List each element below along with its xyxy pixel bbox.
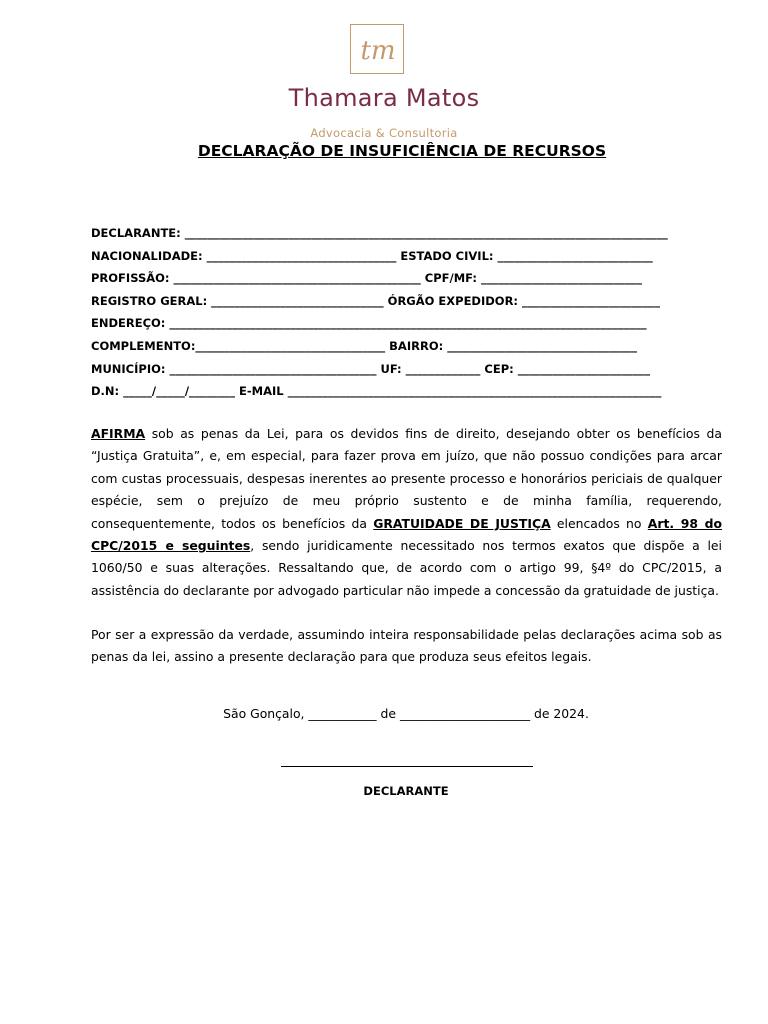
field-endereco[interactable]: ENDEREÇO: ___________________________________________________________________________________	[91, 316, 647, 331]
paragraph-text-c: , sendo juridicamente necessitado nos termos exatos que dispõe a lei 1060/50 e suas alterações. Ressaltando que, de acordo com o artigo 99, §4º do CPC/2015, a assistência do declarante por advogado particular não impede a concessão da gratuidade de justiça.	[91, 538, 722, 598]
paragraph-text-a: sob as penas da Lei, para os devidos fins de direito, desejando obter os benefícios da “Justiça Gratuita”, e, em especial, para fazer prova em juízo, que não possuo condições para arcar com custas processuais, despesas inerentes ao presente processo e honorários periciais de qualquer espécie, sem o prejuízo de meu próprio sustento e de minha família, requerendo, consequentemente, todos os benefícios da	[91, 426, 722, 531]
field-municipio[interactable]: MUNICÍPIO: ____________________________________ UF: _____________ CEP: _______________________	[91, 361, 650, 376]
logo-monogram-text: tm	[360, 36, 396, 66]
declaration-paragraph	[91, 423, 722, 602]
field-complemento[interactable]: COMPLEMENTO:_________________________________ BAIRRO: _________________________________	[91, 338, 637, 353]
closing-paragraph: Por ser a expressão da verdade, assumindo inteira responsabilidade pelas declarações acima sob as penas da lei, assino a presente declaração para que produza seus efeitos legais.	[91, 627, 722, 665]
logo-subtitle: Advocacia & Consultoria	[310, 126, 458, 140]
gratuidade-keyword: GRATUIDADE DE JUSTIÇA	[373, 515, 551, 531]
field-nacionalidade[interactable]: NACIONALIDADE: _________________________________ ESTADO CIVIL: ___________________________	[91, 248, 653, 263]
paragraph-text-b: elencados no	[550, 515, 648, 531]
field-profissao[interactable]: PROFISSÃO: ___________________________________________ CPF/MF: ____________________________	[91, 271, 642, 286]
signature-line[interactable]	[281, 766, 533, 767]
field-dn-email[interactable]: D.N: _____/_____/________ E-MAIL _________________________________________________________________	[91, 384, 662, 399]
logo-monogram-box	[350, 24, 404, 74]
afirma-keyword: AFIRMA	[91, 426, 146, 441]
signature-label: DECLARANTE	[363, 784, 449, 798]
field-declarante[interactable]: DECLARANTE: ____________________________________________________________________________________	[91, 226, 668, 240]
declarant-fields	[91, 224, 713, 405]
logo-monogram-icon	[351, 25, 405, 75]
date-line[interactable]: São Gonçalo, ___________ de _____________________ de 2024.	[223, 706, 589, 721]
field-registro-geral[interactable]: REGISTRO GERAL: ______________________________ ÓRGÃO EXPEDIDOR: ________________________	[91, 293, 661, 308]
artigo-reference: Art. 98 do CPC/2015 e seguintes	[91, 515, 723, 554]
document-title: DECLARAÇÃO DE INSUFICIÊNCIA DE RECURSOS	[197, 142, 607, 160]
logo-name: Thamara Matos	[288, 84, 480, 112]
